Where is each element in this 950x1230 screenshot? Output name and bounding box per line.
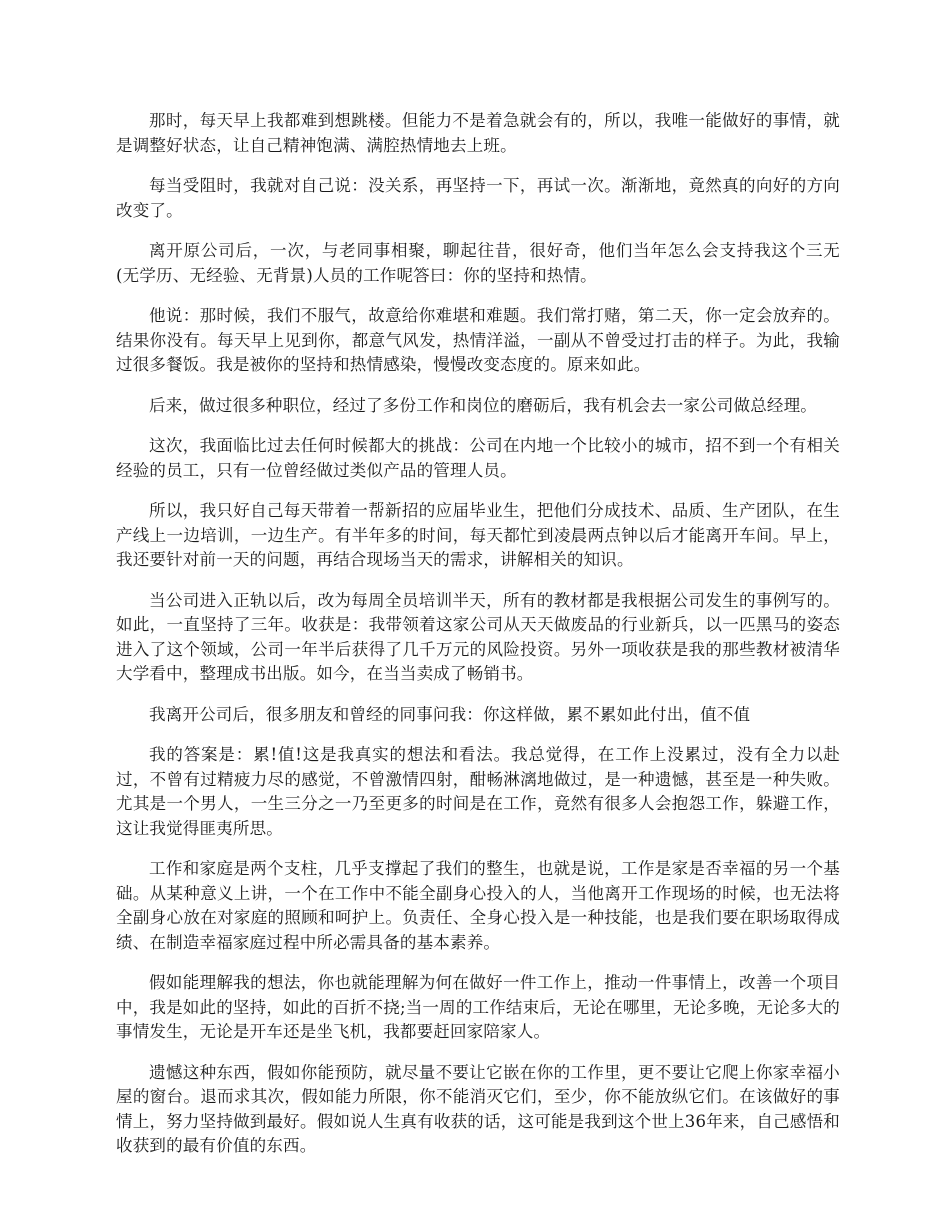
paragraph: 工作和家庭是两个支柱，几乎支撑起了我们的整生，也就是说，工作是家是否幸福的另一个基础。从某种意义上讲，一个在工作中不能全副身心投入的人，当他离开工作现场的时候，也无法将全副身心放在对家庭的照顾和呵护上。负责任、全身心投入是一种技能，也是我们要在职场取得成绩、在制造幸福家庭过程中所必需具备的基本素养。 [116,859,840,952]
paragraph: 他说：那时候，我们不服气，故意给你难堪和难题。我们常打赌，第二天，你一定会放弃的。结果你没有。每天早上见到你，都意气风发，热情洋溢，一副从不曾受过打击的样子。为此，我输过很多餐饭。我是被你的坚持和热情感染，慢慢改变态度的。原来如此。 [116,306,840,374]
paragraph: 我离开公司后，很多朋友和曾经的同事问我：你这样做，累不累如此付出，值不值 [149,704,751,724]
paragraph: 每当受阻时，我就对自己说：没关系，再坚持一下，再试一次。渐渐地，竟然真的向好的方向改变了。 [116,176,840,220]
document-body [116,109,840,1175]
paragraph: 这次，我面临比过去任何时候都大的挑战：公司在内地一个比较小的城市，招不到一个有相关经验的员工，只有一位曾经做过类似产品的管理人员。 [116,436,840,480]
paragraph: 后来，做过很多种职位，经过了多份工作和岗位的磨砺后，我有机会去一家公司做总经理。 [149,395,817,415]
paragraph: 假如能理解我的想法，你也就能理解为何在做好一件工作上，推动一件事情上，改善一个项目中，我是如此的坚持，如此的百折不挠;当一周的工作结束后，无论在哪里，无论多晚，无论多大的事情发生，无论是开车还是坐飞机，我都要赶回家陪家人。 [116,973,840,1041]
paragraph: 那时，每天早上我都难到想跳楼。但能力不是着急就会有的，所以，我唯一能做好的事情，就是调整好状态，让自己精神饱满、满腔热情地去上班。 [116,111,840,155]
paragraph: 当公司进入正轨以后，改为每周全员培训半天，所有的教材都是我根据公司发生的事例写的。如此，一直坚持了三年。收获是：我带领着这家公司从天天做废品的行业新兵，以一匹黑马的姿态进入了这个领域，公司一年半后获得了几千万元的风险投资。另外一项收获是我的那些教材被清华大学看中，整理成书出版。如今，在当当卖成了畅销书。 [116,590,840,683]
paragraph: 遗憾这种东西，假如你能预防，就尽量不要让它嵌在你的工作里，更不要让它爬上你家幸福小屋的窗台。退而求其次，假如能力所限，你不能消灭它们，至少，你不能放纵它们。在该做好的事情上，努力坚持做到最好。假如说人生真有收获的话，这可能是我到这个世上36年来，自己感悟和收获到的最有价值的东西。 [116,1062,840,1155]
paragraph: 我的答案是：累!值!这是我真实的想法和看法。我总觉得，在工作上没累过，没有全力以赴过，不曾有过精疲力尽的感觉，不曾激情四射，酣畅淋漓地做过，是一种遗憾，甚至是一种失败。尤其是一个男人，一生三分之一乃至更多的时间是在工作，竟然有很多人会抱怨工作，躲避工作，这让我觉得匪夷所思。 [116,745,840,838]
paragraph: 所以，我只好自己每天带着一帮新招的应届毕业生，把他们分成技术、品质、生产团队，在生产线上一边培训，一边生产。有半年多的时间，每天都忙到凌晨两点钟以后才能离开车间。早上，我还要针对前一天的问题，再结合现场当天的需求，讲解相关的知识。 [116,501,840,569]
paragraph: 离开原公司后，一次，与老同事相聚，聊起往昔，很好奇，他们当年怎么会支持我这个三无(无学历、无经验、无背景)人员的工作呢答曰：你的坚持和热情。 [116,241,840,285]
